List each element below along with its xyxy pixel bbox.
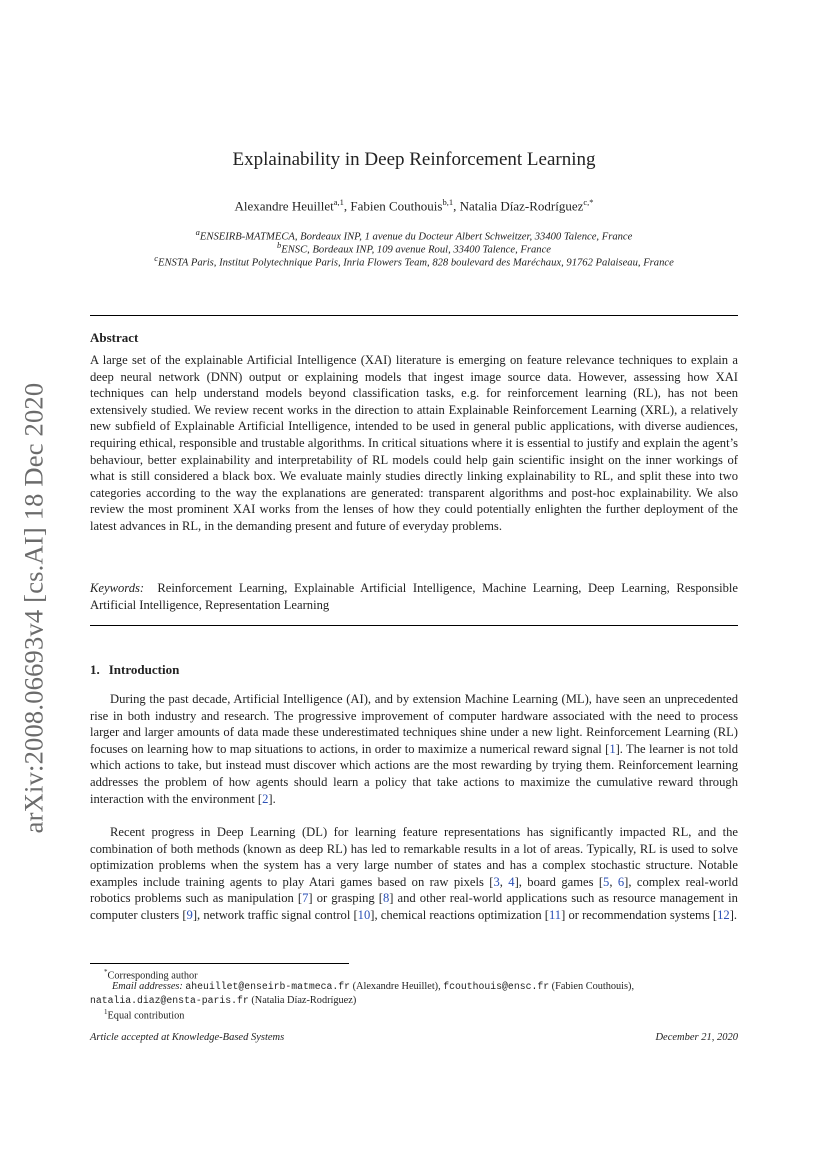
paragraph-text: ]. [729, 907, 738, 922]
affiliation-marker: b [277, 240, 282, 250]
arxiv-side-stamp [14, 365, 54, 851]
citation-link[interactable]: 5 [603, 874, 610, 889]
affiliation-marker: c [154, 253, 158, 263]
citation-link[interactable]: 4 [508, 874, 515, 889]
author-name: Natalia Díaz-Rodríguez [459, 198, 584, 214]
author-name: Alexandre Heuillet [234, 198, 334, 214]
separator: , [609, 874, 618, 889]
citation-link[interactable]: 9 [186, 907, 193, 922]
paragraph-text: ] or recommendation systems [ [561, 907, 718, 922]
citation-link[interactable]: 7 [302, 891, 309, 906]
footnote-emails [90, 980, 740, 1007]
keywords-label: Keywords: [90, 581, 145, 595]
abstract-bottom-rule [90, 625, 738, 626]
paragraph-text: ] or grasping [ [308, 891, 383, 906]
citation-link[interactable]: 2 [262, 791, 269, 806]
affiliation-marker: a [195, 227, 200, 237]
paragraph-text: ], board games [ [514, 874, 604, 889]
paragraph-text: ]. [268, 791, 276, 806]
citation-link[interactable]: 10 [357, 907, 371, 922]
footnote-rule [90, 963, 349, 964]
citation-link[interactable]: 12 [717, 907, 730, 922]
footnote-marker: * [104, 968, 108, 976]
footnote-text: Equal contribution [107, 1010, 185, 1022]
citation-link[interactable]: 1 [609, 741, 616, 756]
paragraph-text: During the past decade, Artificial Intelligence (AI), and by extension Machine Learning (ML), have seen an unprecedented rise in both industry and research. The progressive improvement of computer hardware associated with the need to process larger and larger amounts of data made these underestimated techniques shine under a new light. Reinforcement Learning (RL) focuses on learning how to map situations to actions, in order to maximize a numerical reward signal [ [90, 692, 738, 756]
paper-title: Explainability in Deep Reinforcement Learning [232, 149, 596, 170]
citation-link[interactable]: 6 [617, 874, 625, 889]
keywords [90, 580, 738, 613]
paragraph-text: Recent progress in Deep Learning (DL) for learning feature representations has significantly impacted RL, and the combination of both methods (known as deep RL) has led to remarkable results in a lot of areas. Typically, RL is used to solve optimization problems when the system has a very large number of states and has a complex stochastic structure. Notable examples include training agents to play Atari games based on raw pixels [ [90, 825, 738, 889]
affiliation-text: ENSEIRB-MATMECA, Bordeaux INP, 1 avenue du Docteur Albert Schweitzer, 33400 Talence, France [199, 231, 633, 243]
email-owner: (Natalia Díaz-Rodríguez) [248, 994, 357, 1006]
email-owner: (Fabien Couthouis), [549, 981, 635, 992]
email-address[interactable]: aheuillet@enseirb-matmeca.fr [185, 981, 351, 992]
keywords-text: Reinforcement Learning, Explainable Artificial Intelligence, Machine Learning, Deep Learning, Responsible Artificial Intelligence, Representation Learning [90, 581, 739, 612]
paragraph-text: ], chemical reactions optimization [ [370, 907, 549, 922]
footnote-marker: 1 [104, 1008, 108, 1016]
email-owner: (Alexandre Heuillet), [350, 981, 444, 992]
section-number: 1. [90, 662, 100, 677]
section-heading [90, 662, 179, 678]
affiliation [0, 253, 828, 269]
paragraph-text: ]. The learner is not told which actions to take, but instead must discover which actions are the most rewarding by trying them. Reinforcement learning addresses the problem of how agents should learn a policy that take actions to maximize the cumulative reward through interaction with the environment [ [90, 741, 738, 806]
citation-link[interactable]: 8 [382, 891, 390, 906]
email-address[interactable]: natalia.diaz@ensta-paris.fr [90, 994, 249, 1006]
journal-note: Article accepted at Knowledge-Based Systems [90, 1032, 285, 1043]
page-date: December 21, 2020 [655, 1032, 738, 1043]
email-label: Email addresses: [112, 981, 183, 992]
email-address[interactable]: fcouthouis@ensc.fr [443, 981, 550, 992]
abstract-text: A large set of the explainable Artificial Intelligence (XAI) literature is emerging on feature relevance techniques to explain a deep neural network (DNN) output or explaining models that ingest image source data. However, assessing how XAI techniques can help understand models beyond classification tasks, e.g. for reinforcement learning (RL), has not been extensively studied. We review recent works in the direction to attain Explainable Reinforcement Learning (XRL), a relatively new subfield of Explainable Artificial Intelligence, intended to be used in general public applications, with diverse audiences, requiring ethical, responsible and trustable algorithms. In critical situations where it is essential to justify and explain the agent’s behaviour, better explainability and interpretability of RL models could help gain scientific insight on the inner workings of what is still considered a black box. We evaluate mainly studies directly linking explainability to RL, and split these into two categories according to the way the explanations are generated: transparent algorithms and post-hoc explainability. We also review the most prominent XAI works from the lenses of how they could potentially enlighten the further deployment of the latest advances in RL, in the demanding present and future of everyday problems. [90, 353, 738, 533]
abstract-top-rule [90, 315, 738, 316]
intro-paragraph-1 [90, 691, 738, 807]
paragraph-text: ], network traffic signal control [ [192, 907, 358, 922]
section-title: Introduction [108, 662, 180, 677]
separator: , [499, 874, 509, 889]
affiliation-text: ENSTA Paris, Institut Polytechnique Paris, Inria Flowers Team, 828 boulevard des Maréchaux, 91762 Palaiseau, France [157, 257, 674, 269]
author-affiliation-marker: b,1 [442, 197, 454, 207]
intro-paragraph-2 [90, 824, 738, 924]
citation-link[interactable]: 11 [548, 907, 562, 922]
affiliation-text: ENSC, Bordeaux INP, 109 avenue Roul, 33400 Talence, France [281, 244, 551, 256]
footnote-equal-contribution [104, 1006, 754, 1023]
author-list: Alexandre Heuillet$^{a,1}$, Fabien Couthouis$^{b,1}$, Natalia Díaz-Rodríguez$^{c,*}$ [234, 197, 594, 214]
author-affiliation-marker: a,1 [333, 197, 344, 207]
paragraph-text: ], complex real-world robotics problems such as manipulation [ [90, 874, 739, 906]
abstract-heading: Abstract [90, 330, 139, 345]
citation-link[interactable]: 3 [493, 874, 500, 889]
paragraph-text: ] and other real-world applications such as resource management in computer clusters [ [90, 891, 738, 922]
arxiv-identifier: arXiv:2008.06693v4 [cs.AI] 18 Dec 2020 [18, 382, 49, 834]
footnote-text: Corresponding author [107, 970, 198, 982]
author-name: Fabien Couthouis [350, 198, 443, 214]
author-affiliation-marker: c,* [583, 197, 594, 207]
